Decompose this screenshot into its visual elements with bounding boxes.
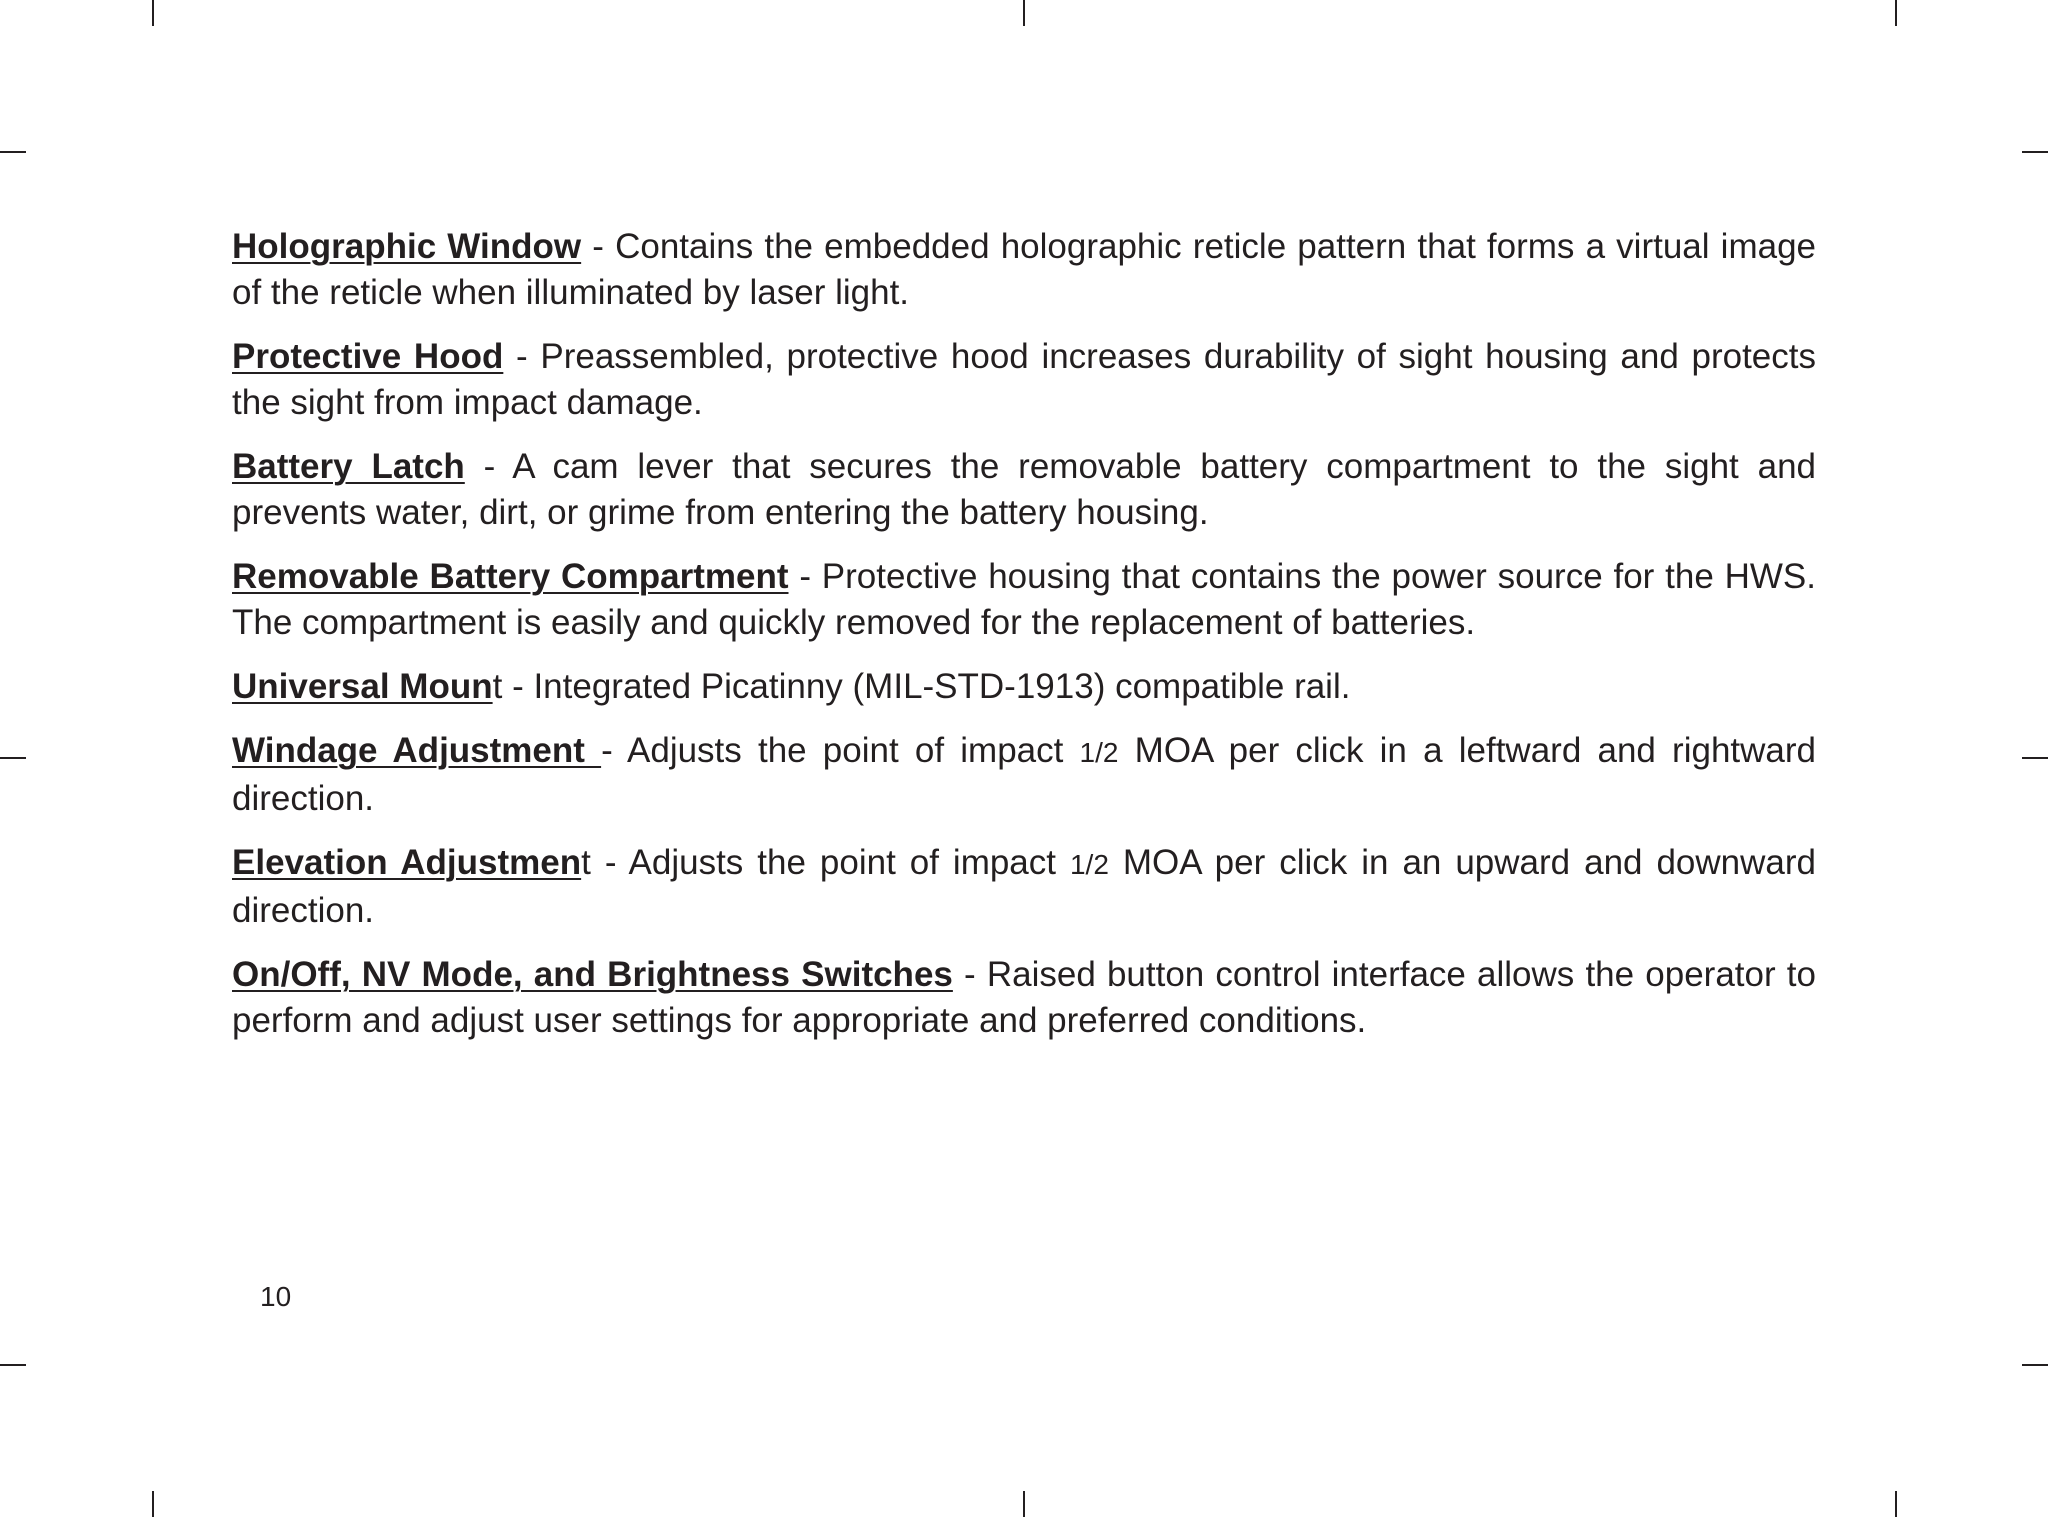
crop-mark bbox=[152, 1491, 154, 1517]
crop-mark bbox=[152, 0, 154, 26]
entry-protective-hood bbox=[232, 334, 1816, 426]
entry-term-tail: t bbox=[492, 667, 503, 706]
crop-mark bbox=[2022, 151, 2048, 153]
crop-mark bbox=[1895, 0, 1897, 26]
crop-mark bbox=[1023, 0, 1025, 26]
crop-mark bbox=[0, 151, 26, 153]
entry-windage-adjustment bbox=[232, 728, 1816, 822]
entry-holographic-window bbox=[232, 224, 1816, 316]
entry-elevation-adjustment bbox=[232, 840, 1816, 934]
crop-mark bbox=[1023, 1491, 1025, 1517]
entry-term: Windage Adjustment bbox=[232, 731, 602, 770]
entry-term: Elevation Adjustmen bbox=[232, 843, 582, 882]
entry-description: - Preassembled, protective hood increases durability of sight housing and protects the sight from impact damage. bbox=[232, 337, 1816, 422]
entry-term: On/Off, NV Mode, and Brightness Switches bbox=[232, 955, 953, 994]
entry-description: - Protective housing that contains the power source for the HWS. The compartment is easily and quickly removed for the replacement of batteries. bbox=[232, 557, 1817, 642]
entry-term: Universal Moun bbox=[232, 667, 493, 706]
entry-description-continued: MOA per click in a leftward and rightward direction. bbox=[232, 731, 1817, 818]
entry-term: Battery Latch bbox=[232, 447, 465, 486]
entry-term-tail: t bbox=[581, 843, 591, 882]
entry-description: - A cam lever that secures the removable battery compartment to the sight and prevents water, dirt, or grime from entering the battery housing. bbox=[232, 447, 1817, 532]
page-number: 10 bbox=[260, 1281, 292, 1312]
entry-switches bbox=[232, 952, 1816, 1044]
entry-description: - Adjusts the point of impact bbox=[590, 843, 1070, 882]
entry-description-continued: MOA per click in an upward and downward direction. bbox=[232, 843, 1817, 930]
crop-mark bbox=[0, 1364, 26, 1366]
crop-mark bbox=[1895, 1491, 1897, 1517]
component-descriptions bbox=[232, 224, 1816, 1062]
crop-mark bbox=[2022, 1364, 2048, 1366]
entry-description: - Integrated Picatinny (MIL-STD-1913) compatible rail. bbox=[502, 667, 1351, 706]
fraction-half: 1/2 bbox=[1069, 849, 1109, 880]
entry-description: - Raised button control interface allows the operator to perform and adjust user settings for appropriate and preferred conditions. bbox=[232, 955, 1816, 1040]
entry-term: Holographic Window bbox=[232, 227, 582, 266]
entry-description: - Contains the embedded holographic reticle pattern that forms a virtual image of the reticle when illuminated by laser light. bbox=[232, 227, 1817, 312]
entry-universal-mount bbox=[232, 664, 1816, 710]
crop-mark bbox=[0, 757, 26, 759]
entry-description: - Adjusts the point of impact bbox=[601, 731, 1080, 770]
entry-term: Removable Battery Compartment bbox=[232, 557, 789, 596]
crop-mark bbox=[2022, 757, 2048, 759]
entry-battery-latch bbox=[232, 444, 1816, 536]
fraction-half: 1/2 bbox=[1079, 737, 1119, 768]
entry-term: Protective Hood bbox=[232, 337, 504, 376]
entry-removable-battery-compartment bbox=[232, 554, 1816, 646]
